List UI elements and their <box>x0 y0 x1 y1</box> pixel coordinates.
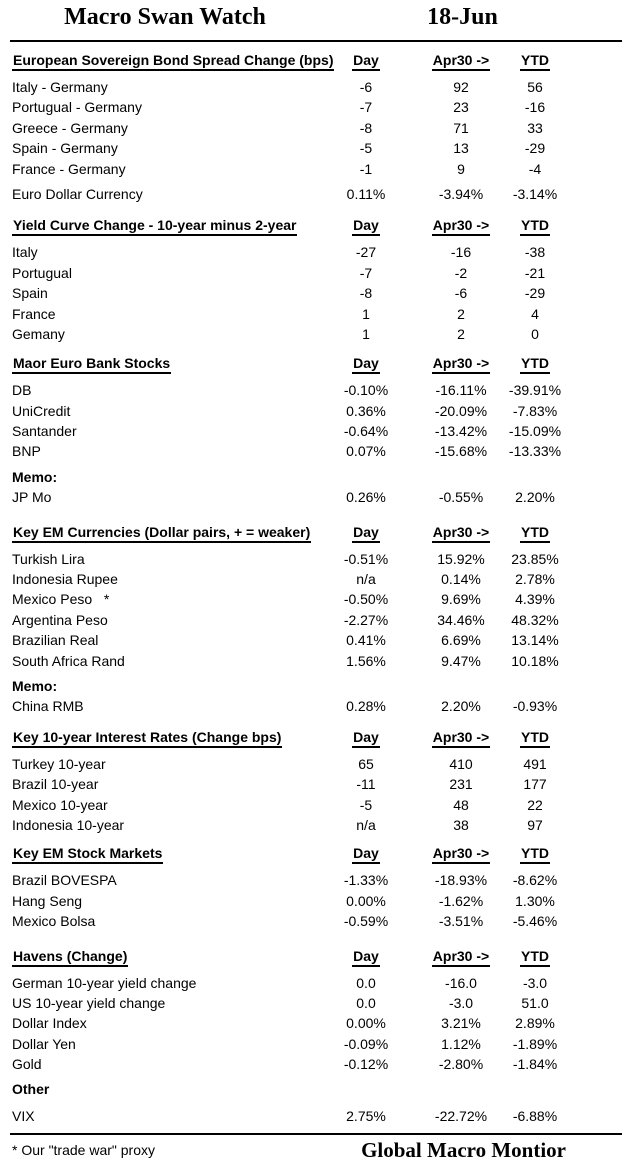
table-row <box>0 263 630 283</box>
section-title-cell <box>12 1079 49 1100</box>
row-value-apr30: 92 <box>453 79 469 95</box>
row-value-ytd: -16 <box>524 99 546 116</box>
row-label: Portugual - Germany <box>12 99 142 116</box>
row-value-ytd: 22 <box>527 796 543 813</box>
row-label: China RMB <box>12 698 84 715</box>
report-section <box>0 727 630 836</box>
row-value-apr30: 2 <box>457 305 465 322</box>
row-value-day: -27 <box>355 244 377 261</box>
row-label: Santander <box>12 423 77 440</box>
row-value-day: -0.51% <box>343 550 389 567</box>
row-label: Turkey 10-year <box>12 755 106 772</box>
row-value-ytd: -1.89% <box>512 1035 558 1052</box>
row-value-day: 2.75% <box>346 1108 386 1125</box>
row-value-apr30: 48 <box>453 796 469 813</box>
column-header-ytd: YTD <box>520 52 550 71</box>
report-section <box>0 1079 630 1126</box>
row-value-ytd: -15.09% <box>508 423 562 440</box>
row-value-day: -0.10% <box>343 382 389 399</box>
table-row <box>0 696 630 716</box>
report-section <box>0 215 630 344</box>
row-value-day: -5 <box>359 796 373 813</box>
row-value-ytd: -6.88% <box>512 1108 558 1125</box>
row-value-apr30: 0.14% <box>441 571 481 588</box>
row-value-ytd: -3.0 <box>522 974 548 991</box>
row-label: VIX <box>12 1108 35 1125</box>
row-value-apr30: 23 <box>453 99 469 116</box>
section-title-cell <box>12 353 171 374</box>
column-header-apr30-cell <box>432 215 490 236</box>
row-value-ytd: 13.14% <box>511 632 559 649</box>
row-value-ytd: 56 <box>527 79 543 95</box>
row-value-day: 65 <box>358 755 374 772</box>
row-label: Indonesia 10-year <box>12 816 125 833</box>
row-value-day: 0.11% <box>346 185 386 202</box>
row-label: UniCredit <box>12 402 71 419</box>
row-value-apr30: 1.12% <box>441 1035 481 1052</box>
page-title: Macro Swan Watch <box>64 4 266 30</box>
row-value-apr30: 9 <box>457 160 465 177</box>
section-header-row <box>0 843 630 867</box>
row-value-ytd: -39.91% <box>508 382 562 399</box>
table-row <box>0 380 630 400</box>
column-header-apr30-cell <box>432 727 490 748</box>
row-value-apr30: -2 <box>454 264 468 281</box>
column-header-ytd-cell <box>520 353 550 374</box>
table-row <box>0 441 630 461</box>
column-header-day: Day <box>352 729 380 748</box>
table-row <box>0 754 630 774</box>
table-row <box>0 630 630 650</box>
column-header-ytd-cell <box>520 215 550 236</box>
row-value-ytd: -38 <box>524 244 546 261</box>
row-label: Dollar Yen <box>12 1035 76 1052</box>
row-value-day: 0.26% <box>346 489 386 506</box>
section-header-row <box>0 353 630 377</box>
row-value-day: 0.0 <box>356 994 376 1011</box>
row-label: DB <box>12 382 32 399</box>
column-header-ytd: YTD <box>520 729 550 748</box>
row-value-day: -6 <box>359 79 373 95</box>
column-header-apr30-cell <box>432 50 490 71</box>
row-value-apr30: -3.0 <box>448 994 474 1011</box>
row-value-apr30: -3.94% <box>438 185 484 202</box>
section-header-row <box>0 215 630 239</box>
row-value-day: -2.27% <box>343 611 389 628</box>
report-body <box>0 50 630 1127</box>
row-value-apr30: -2.80% <box>438 1056 484 1073</box>
column-header-day-cell <box>352 215 380 236</box>
report-footer <box>0 1135 630 1165</box>
row-value-day: -0.59% <box>343 913 389 930</box>
section-title: Key EM Stock Markets <box>12 845 163 864</box>
table-row <box>0 549 630 569</box>
top-divider <box>10 40 622 42</box>
row-value-apr30: 38 <box>453 816 469 833</box>
row-value-day: 0.41% <box>346 632 386 649</box>
row-value-day: 1 <box>362 325 370 342</box>
row-label: BNP <box>12 443 41 460</box>
table-row <box>0 911 630 931</box>
report-section <box>0 946 630 1075</box>
row-value-ytd: 0 <box>531 325 539 342</box>
column-header-ytd-cell <box>520 50 550 71</box>
row-label: Turkish Lira <box>12 550 85 567</box>
table-row <box>0 651 630 671</box>
row-value-apr30: 6.69% <box>441 632 481 649</box>
row-value-ytd: -8.62% <box>512 872 558 889</box>
column-header-apr30-cell <box>432 353 490 374</box>
row-value-day: -1 <box>359 160 373 177</box>
report-section <box>0 50 630 204</box>
row-value-ytd: -1.84% <box>512 1056 558 1073</box>
row-value-apr30: -1.62% <box>438 892 484 909</box>
row-label: Brazil BOVESPA <box>12 872 117 889</box>
column-header-apr30: Apr30 -> <box>432 845 490 864</box>
row-value-ytd: 10.18% <box>511 652 559 669</box>
row-value-apr30: -3.51% <box>438 913 484 930</box>
row-value-day: 0.0 <box>356 974 376 991</box>
row-value-day: n/a <box>356 816 376 833</box>
section-title: Maor Euro Bank Stocks <box>12 355 171 374</box>
row-value-day: -0.64% <box>343 423 389 440</box>
table-row <box>0 324 630 344</box>
row-label: Mexico 10-year <box>12 796 108 813</box>
row-label: Greece - Germany <box>12 119 128 136</box>
section-title-cell <box>12 522 311 543</box>
section-title: European Sovereign Bond Spread Change (bps) <box>12 52 334 71</box>
row-value-apr30: 9.69% <box>441 591 481 608</box>
row-value-apr30: 9.47% <box>441 652 481 669</box>
row-value-ytd: -3.14% <box>512 185 558 202</box>
row-label: Brazil 10-year <box>12 776 99 793</box>
row-value-apr30: 231 <box>449 776 473 793</box>
table-row <box>0 159 630 179</box>
row-value-ytd: -13.33% <box>508 443 562 460</box>
table-row <box>0 487 630 507</box>
table-row <box>0 283 630 303</box>
row-label: Hang Seng <box>12 892 83 909</box>
table-row <box>0 118 630 138</box>
table-row <box>0 97 630 117</box>
row-value-apr30: -16.11% <box>435 382 487 399</box>
row-value-day: -5 <box>359 140 373 157</box>
row-value-ytd: 177 <box>523 776 547 793</box>
table-row <box>0 421 630 441</box>
table-row <box>0 401 630 421</box>
row-value-apr30: -22.72% <box>434 1108 488 1125</box>
row-value-day: -8 <box>359 119 373 136</box>
column-header-apr30: Apr30 -> <box>432 355 490 374</box>
row-value-day: 1.56% <box>346 652 386 669</box>
row-label: Memo: <box>12 677 58 694</box>
column-header-day: Day <box>352 355 380 374</box>
row-label: Memo: <box>12 468 58 485</box>
table-row <box>0 795 630 815</box>
row-value-apr30: 71 <box>453 119 469 136</box>
row-value-day: 0.00% <box>346 1015 386 1032</box>
row-value-apr30: 34.46% <box>437 611 485 628</box>
row-value-day: 0.00% <box>346 892 386 909</box>
column-header-ytd-cell <box>520 843 550 864</box>
row-value-apr30: 13 <box>453 140 469 157</box>
row-value-ytd: -4 <box>528 160 542 177</box>
section-title-cell <box>12 50 334 71</box>
column-header-day: Day <box>352 948 380 967</box>
row-value-day: -7 <box>359 99 373 116</box>
table-row <box>0 467 630 487</box>
brand-signature: Global Macro Montior <box>361 1137 566 1162</box>
table-row <box>0 1106 630 1126</box>
row-value-apr30: -0.55% <box>438 489 484 506</box>
row-value-apr30: 3.21% <box>441 1015 481 1032</box>
column-header-day-cell <box>352 946 380 967</box>
section-title: Other <box>12 1081 50 1098</box>
section-title: Yield Curve Change - 10-year minus 2-year <box>12 217 297 236</box>
column-header-apr30: Apr30 -> <box>432 948 490 967</box>
table-row <box>0 676 630 696</box>
column-header-ytd: YTD <box>520 948 550 967</box>
row-label: Dollar Index <box>12 1015 87 1032</box>
row-value-day: -8 <box>359 285 373 302</box>
column-header-day-cell <box>352 353 380 374</box>
column-header-ytd-cell <box>520 522 550 543</box>
row-label: Spain - Germany <box>12 140 118 157</box>
row-value-day: -7 <box>359 264 373 281</box>
column-header-ytd-cell <box>520 727 550 748</box>
table-row <box>0 891 630 911</box>
table-row <box>0 774 630 794</box>
row-label: Indonesia Rupee <box>12 571 118 588</box>
row-value-apr30: -16 <box>450 244 472 261</box>
row-value-apr30: -20.09% <box>434 402 488 419</box>
table-row <box>0 973 630 993</box>
section-title-cell <box>12 946 128 967</box>
row-value-apr30: -15.68% <box>434 443 488 460</box>
row-value-apr30: -6 <box>454 285 468 302</box>
row-value-ytd: 33 <box>527 119 543 136</box>
row-value-day: 0.07% <box>346 443 386 460</box>
row-value-ytd: 51.0 <box>521 994 549 1011</box>
section-title: Havens (Change) <box>12 948 128 967</box>
column-header-ytd: YTD <box>520 524 550 543</box>
column-header-ytd-cell <box>520 946 550 967</box>
row-label: German 10-year yield change <box>12 974 197 991</box>
report-section <box>0 843 630 931</box>
row-value-day: -0.12% <box>343 1056 389 1073</box>
row-value-apr30: 2 <box>457 325 465 342</box>
table-row <box>0 815 630 835</box>
column-header-apr30: Apr30 -> <box>432 729 490 748</box>
row-value-ytd: -29 <box>524 285 546 302</box>
section-title-cell <box>12 215 297 236</box>
row-value-day: -11 <box>356 776 376 793</box>
section-title-cell <box>12 727 282 748</box>
row-value-ytd: 48.32% <box>511 611 559 628</box>
column-header-day: Day <box>352 845 380 864</box>
report-masthead <box>0 0 630 38</box>
row-label: Gold <box>12 1056 42 1073</box>
row-label: US 10-year yield change <box>12 994 166 1011</box>
table-row <box>0 610 630 630</box>
row-value-ytd: 4 <box>531 305 539 322</box>
section-header-row <box>0 522 630 546</box>
row-value-ytd: 23.85% <box>511 550 559 567</box>
footnote: * Our "trade war" proxy <box>12 1141 155 1158</box>
row-value-day: -0.50% <box>343 591 389 608</box>
row-label: Mexico Bolsa <box>12 913 96 930</box>
row-value-ytd: 2.78% <box>515 571 555 588</box>
row-value-apr30: 15.92% <box>437 550 485 567</box>
table-row <box>0 138 630 158</box>
row-label: Euro Dollar Currency <box>12 185 143 202</box>
row-label: Mexico Peso * <box>12 591 110 608</box>
row-value-ytd: -5.46% <box>512 913 558 930</box>
row-label: France - Germany <box>12 160 126 177</box>
column-header-day-cell <box>352 50 380 71</box>
section-header-row <box>0 727 630 751</box>
table-row <box>0 1054 630 1074</box>
row-value-day: -1.33% <box>343 872 389 889</box>
table-row <box>0 870 630 890</box>
row-value-day: 0.28% <box>346 698 386 715</box>
column-header-apr30: Apr30 -> <box>432 52 490 71</box>
section-title: Key 10-year Interest Rates (Change bps) <box>12 729 282 748</box>
column-header-apr30: Apr30 -> <box>432 524 490 543</box>
report-date: 18-Jun <box>427 4 498 30</box>
row-label: South Africa Rand <box>12 652 125 669</box>
row-label: Italy <box>12 244 38 261</box>
table-row <box>0 993 630 1013</box>
column-header-apr30-cell <box>432 946 490 967</box>
row-value-ytd: 4.39% <box>515 591 555 608</box>
column-header-day-cell <box>352 843 380 864</box>
column-header-day: Day <box>352 52 380 71</box>
row-value-ytd: -29 <box>524 140 546 157</box>
table-row <box>0 1013 630 1033</box>
column-header-day: Day <box>352 217 380 236</box>
row-label: Gemany <box>12 325 65 342</box>
row-value-ytd: 1.30% <box>515 892 555 909</box>
table-row <box>0 184 630 204</box>
row-label: Italy - Germany <box>12 79 108 95</box>
row-value-day: -0.09% <box>343 1035 389 1052</box>
row-value-ytd: 2.20% <box>515 489 555 506</box>
table-row <box>0 569 630 589</box>
row-value-apr30: -18.93% <box>434 872 488 889</box>
column-header-day-cell <box>352 727 380 748</box>
section-header-row <box>0 1079 630 1103</box>
row-value-apr30: 2.20% <box>441 698 481 715</box>
table-row <box>0 304 630 324</box>
row-value-ytd: 97 <box>527 816 543 833</box>
section-header-row <box>0 946 630 970</box>
column-header-ytd: YTD <box>520 355 550 374</box>
row-label: Portugual <box>12 264 72 281</box>
row-value-apr30: -13.42% <box>434 423 488 440</box>
table-row <box>0 1034 630 1054</box>
table-row <box>0 242 630 262</box>
column-header-ytd: YTD <box>520 217 550 236</box>
section-title-cell <box>12 843 163 864</box>
row-value-ytd: -0.93% <box>512 698 558 715</box>
column-header-day: Day <box>352 524 380 543</box>
table-row <box>0 77 630 97</box>
row-label: Spain <box>12 285 48 302</box>
column-header-day-cell <box>352 522 380 543</box>
report-section <box>0 353 630 507</box>
table-row <box>0 589 630 609</box>
column-header-apr30-cell <box>432 843 490 864</box>
row-value-ytd: -21 <box>524 264 546 281</box>
row-label: France <box>12 305 56 322</box>
section-title: Key EM Currencies (Dollar pairs, + = weaker) <box>12 524 311 543</box>
column-header-ytd: YTD <box>520 845 550 864</box>
row-value-ytd: 491 <box>523 755 547 772</box>
row-label: JP Mo <box>12 489 52 506</box>
row-value-apr30: -16.0 <box>445 974 477 991</box>
column-header-apr30-cell <box>432 522 490 543</box>
column-header-apr30: Apr30 -> <box>432 217 490 236</box>
row-label: Brazilian Real <box>12 632 99 649</box>
row-value-ytd: -7.83% <box>512 402 558 419</box>
row-value-day: n/a <box>356 571 376 588</box>
report-section <box>0 522 630 717</box>
row-value-day: 1 <box>362 305 370 322</box>
section-header-row <box>0 50 630 74</box>
row-label: Argentina Peso <box>12 611 108 628</box>
row-value-apr30: 410 <box>449 755 473 772</box>
row-value-day: 0.36% <box>346 402 386 419</box>
row-value-ytd: 2.89% <box>515 1015 555 1032</box>
